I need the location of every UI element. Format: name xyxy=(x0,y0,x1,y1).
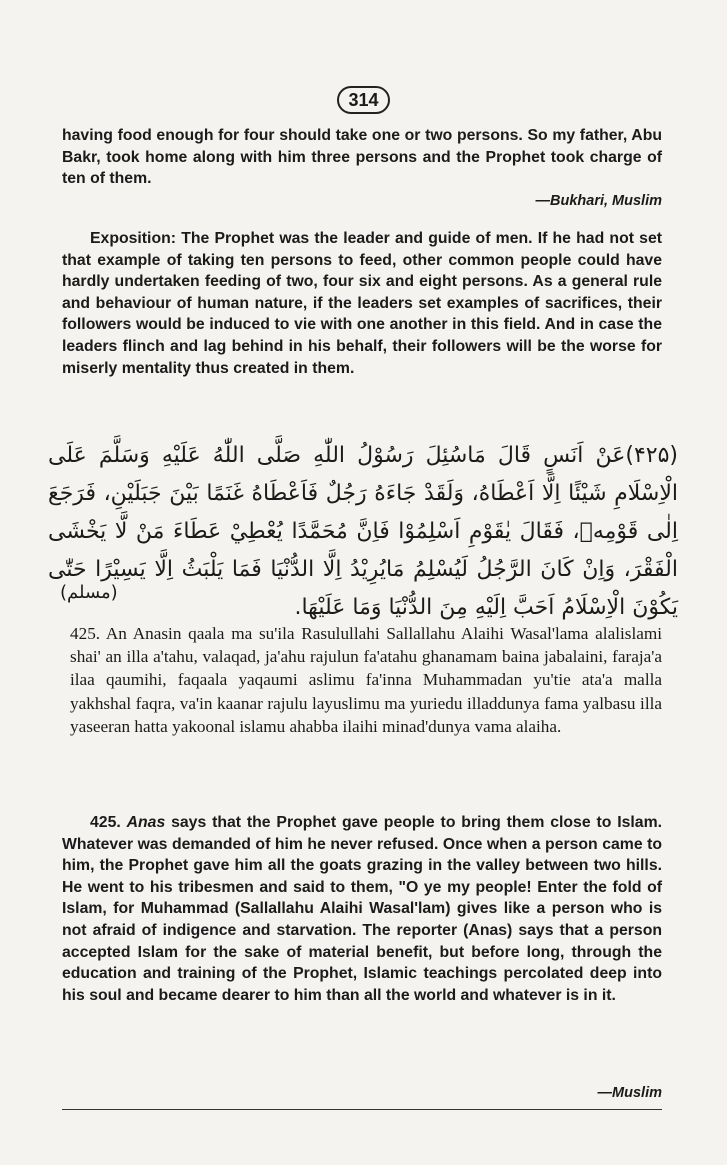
footer-rule xyxy=(62,1109,662,1110)
narrator-name: Anas xyxy=(126,814,166,831)
page-number: 314 xyxy=(337,86,389,114)
translation-paragraph xyxy=(62,812,662,1006)
source-reference: —Bukhari, Muslim xyxy=(535,193,662,209)
source-reference-muslim: —Muslim xyxy=(597,1085,662,1101)
arabic-source: (مسلم) xyxy=(60,582,118,603)
transliteration-paragraph: 425. An Anasin qaala ma su'ila Rasulullahi Sallallahu Alaihi Wasal'lama alalislami shai' an illa a'tahu, valaqad, ja'ahu rajulun fa'atahu ghanamam baina jabalaini, faraja'a ilaa qaumihi, faqaala yaqaumi aslimu fa'inna Muhammadan yu'tie ata'a malla yakhshal faqra, va'in kaanar rajulu layuslimu ma yuriedu illaddunya fama yalbasu illa yaseeran hatta yakoonal islamu ahabba ilaihi minad'dunya vama alaiha. xyxy=(70,624,662,736)
continuation-paragraph: having food enough for four should take one or two persons. So my father, Abu Bakr, took home along with him three persons and the Prophet took charge of ten of them. xyxy=(62,127,662,188)
exposition-paragraph xyxy=(62,228,662,379)
exposition-text: The Prophet was the leader and guide of men. If he had not set that example of taking ten persons to feed, other common people could have hardly undertaken feeding of two, four six and eight persons. As a general rule and behaviour of human nature, if the leaders set examples of sacrifices, their followers would be induced to vie with one another in this field. And in case the leaders flinch and lag behind in his behalf, their followers will be the worse for miserly mentality thus created in them. xyxy=(62,230,662,377)
translation-text: says that the Prophet gave people to bring them close to Islam. Whatever was demanded of him he never refused. Once when a person came to him, the Prophet gave him all the goats grazing in the valley between two hills. He went to his tribesmen and said to them, "O ye my people! Enter the fold of Islam, for Muhammad (Sallallahu Alaihi Wasal'lam) gives like a person who is not afraid of indigence and starvation. The reporter (Anas) says that a person accepted Islam for the sake of material benefit, but before long, through the education and training of the Prophet, Islamic teachings percolated deep into his soul and became dearer to him than all the world and whatever is in it. xyxy=(62,814,663,1004)
hadith-number: 425. xyxy=(90,814,121,831)
arabic-hadith: (۴۲۵)عَنْ اَنَسٍ قَالَ مَاسُئِلَ رَسُوْلُ اللّٰهِ صَلَّى اللّٰهُ عَلَيْهِ وَسَلَّمَ عَلَى الْاِسْلَامِ شَيْئًا اِلَّا اَعْطَاهُ، وَلَقَدْ جَاءَهُ رَجُلٌ فَاَعْطَاهُ غَنَمًا بَيْنَ جَبَلَيْنِ، فَرَجَعَ اِلٰى قَوْمِهٖ، فَقَالَ يٰقَوْمِ اَسْلِمُوْا فَاِنَّ مُحَمَّدًا يُعْطِيْ عَطَاءَ مَنْ لَّا يَخْشَى الْفَقْرَ، وَاِنْ كَانَ الرَّجُلُ لَيُسْلِمُ مَايُرِيْدُ اِلَّا الدُّنْيَا فَمَا يَلْبَثُ اِلَّا يَسِيْرًا حَتّٰى يَكُوْنَ الْاِسْلَامُ اَحَبَّ اِلَيْهِ مِنَ الدُّنْيَا وَمَا عَلَيْهَا. xyxy=(48,443,678,620)
exposition-label: Exposition: xyxy=(90,230,177,247)
